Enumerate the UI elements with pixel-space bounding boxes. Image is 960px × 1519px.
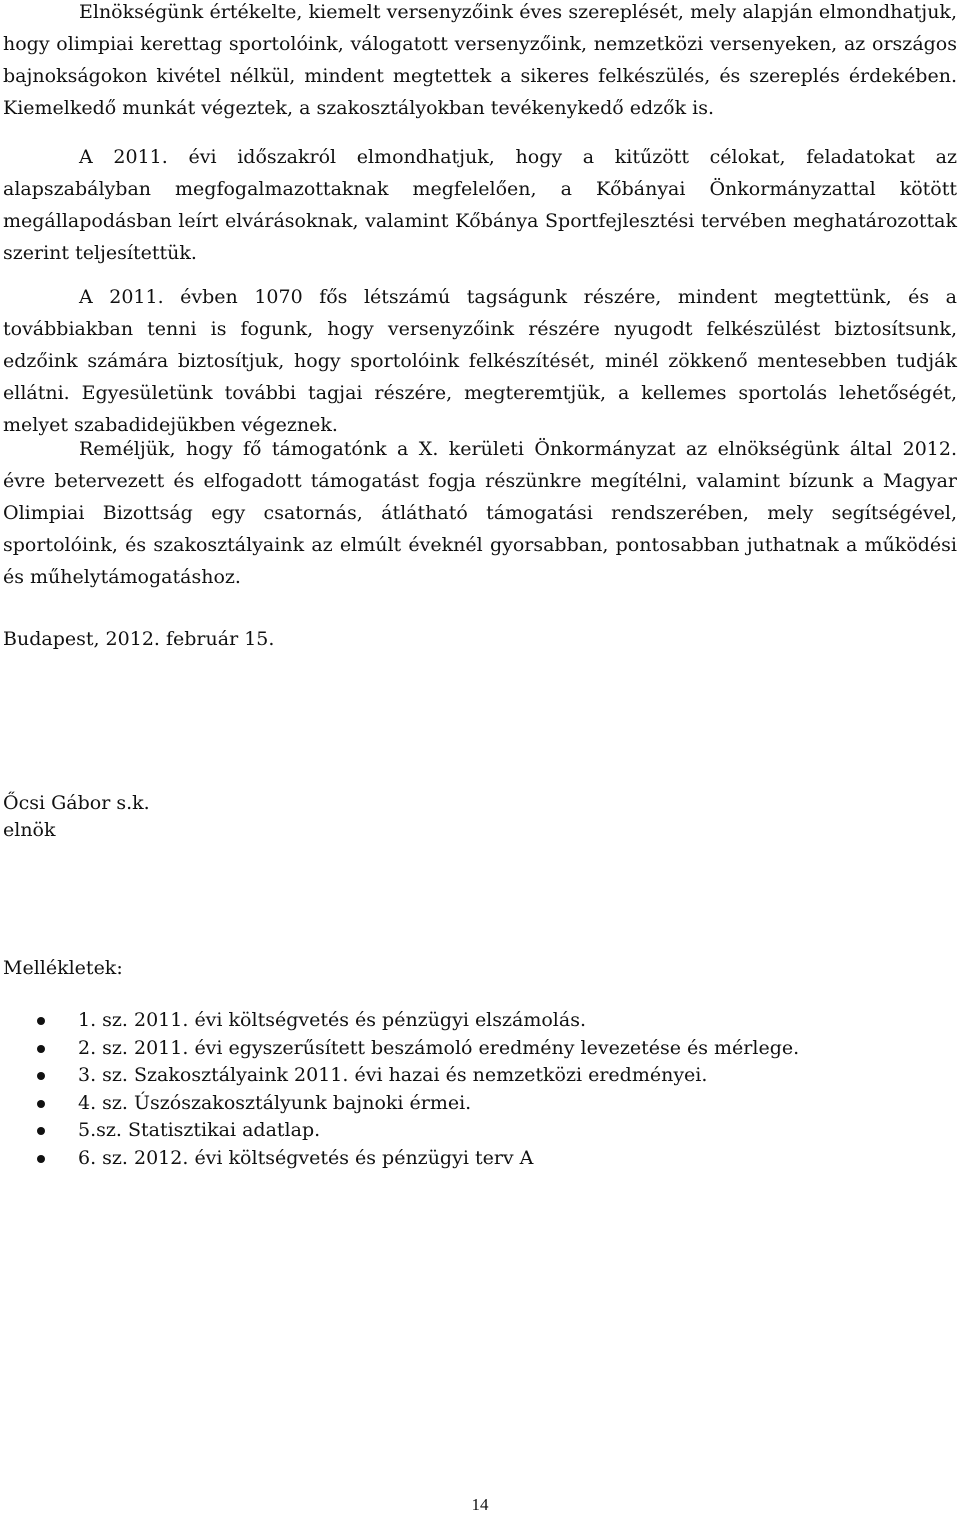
page-number: 14	[471, 1495, 489, 1514]
bullet-icon	[37, 1127, 45, 1135]
paragraph-tagsag: A 2011. évben 1070 fős létszámú tagságunk részére, mindent megtettünk, és a továbbiakban tenni is fogunk, hogy versenyzőink részére nyugodt felkészülést biztosítsunk, edzőink számára biztosítjuk, hogy sportolóink felkészítését, minél zökkenő mentesebben tudják ellátni. Egyesületünk további tagjai részére, megteremtjük, a kellemes sportolás lehetőségét, melyet szabadidejükben végeznek.	[3, 286, 957, 436]
paragraph-elnokseg: Elnökségünk értékelte, kiemelt versenyzőink éves szereplését, mely alapján elmondhatjuk, hogy olimpiai kerettag sportolóink, válogatott versenyzőink, nemzetközi versenyeken, az országos bajnokságokon kivétel nélkül, mindent megtettek a sikeres felkészülés, és szereplés érdekében. Kiemelkedő munkát végeztek, a szakosztályokban tevékenykedő edzők is.	[3, 1, 957, 119]
signature-title: elnök	[3, 819, 56, 841]
bullet-icon	[37, 1155, 45, 1163]
signature-name: Őcsi Gábor s.k.	[3, 792, 150, 814]
bullet-icon	[37, 1072, 45, 1080]
place-and-date: Budapest, 2012. február 15.	[3, 628, 275, 650]
attachment-label: 5.sz. Statisztikai adatlap.	[78, 1119, 321, 1141]
paragraph-tamogatas: Reméljük, hogy fő támogatónk a X. kerületi Önkormányzat az elnökségünk által 2012. évre betervezett és elfogadott támogatást fogja részünkre megítélni, valamint bízunk a Magyar Olimpiai Bizottság egy csatornás, átlátható támogatási rendszerében, mely segítségével, sportolóink, és szakosztályaink az elmúlt éveknél gyorsabban, pontosabban juthatnak a működési és műhelytámogatáshoz.	[3, 438, 957, 588]
bullet-icon	[37, 1045, 45, 1053]
attachments-heading: Mellékletek:	[3, 957, 123, 979]
attachment-label: 2. sz. 2011. évi egyszerűsített beszámoló eredmény levezetése és mérlege.	[78, 1036, 800, 1059]
bullet-icon	[37, 1017, 45, 1025]
paragraph-2011-idoszak: A 2011. évi időszakról elmondhatjuk, hogy a kitűzött célokat, feladatokat az alapszabályban megfogalmazottaknak megfelelően, a Kőbányai Önkormányzattal kötött megállapodásban leírt elvárásoknak, valamint Kőbánya Sportfejlesztési tervében meghatározottak szerint teljesítettük.	[3, 146, 957, 264]
attachment-label: 1. sz. 2011. évi költségvetés és pénzügyi elszámolás.	[78, 1009, 586, 1031]
attachment-label: 6. sz. 2012. évi költségvetés és pénzügyi terv A	[78, 1146, 534, 1169]
bullet-icon	[37, 1100, 45, 1108]
attachment-label: 4. sz. Úszószakosztályunk bajnoki érmei.	[78, 1091, 472, 1114]
attachment-label: 3. sz. Szakosztályaink 2011. évi hazai és nemzetközi eredményei.	[78, 1064, 708, 1086]
